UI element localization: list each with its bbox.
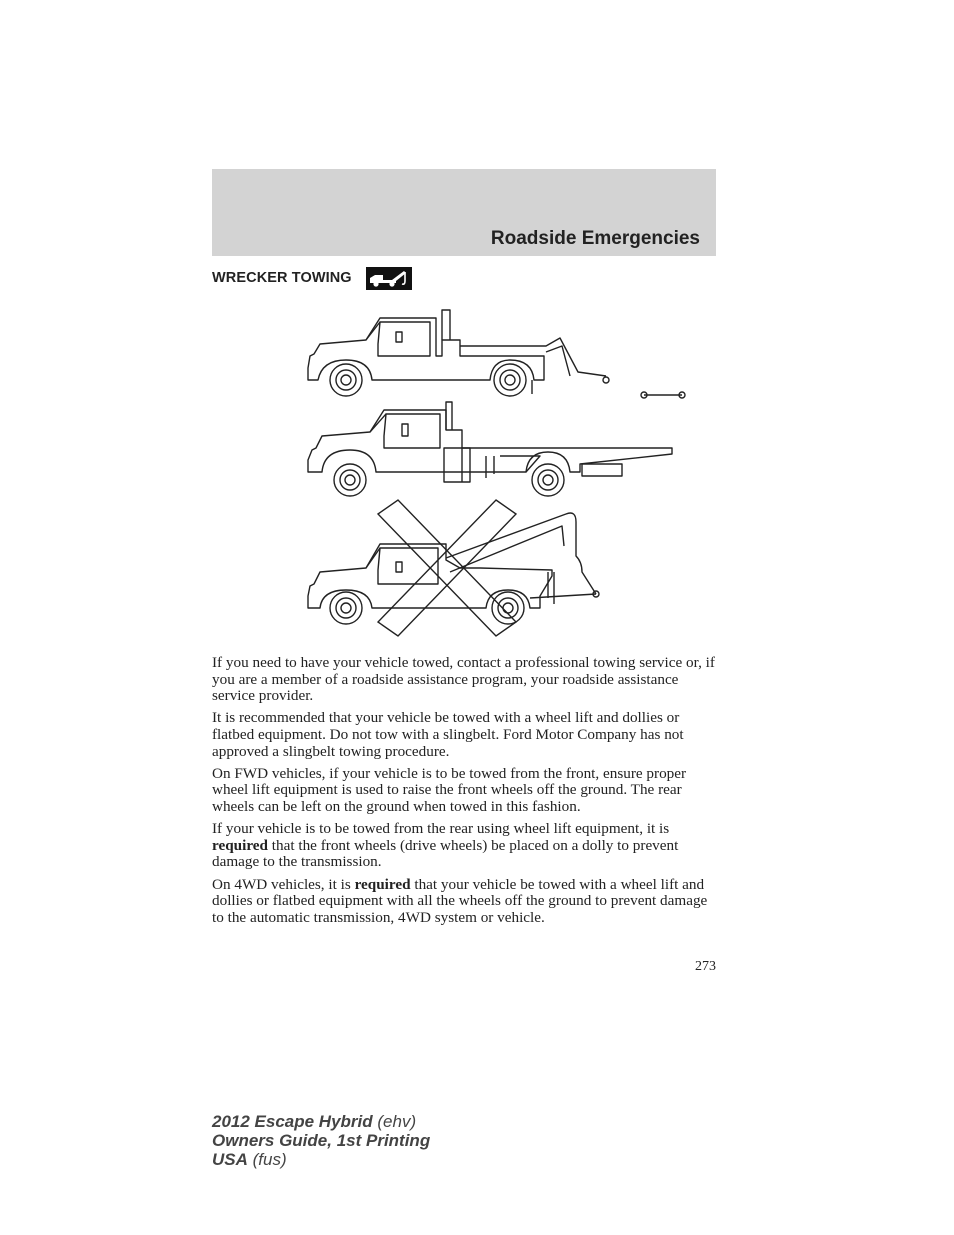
dolly-bar: [641, 392, 685, 398]
flatbed-truck: [308, 402, 672, 496]
slingbelt-truck: [308, 513, 599, 624]
towing-methods-illustration: [300, 300, 700, 640]
paragraph: If you need to have your vehicle towed, contact a professional towing service or, if you are a member of a roadside assistance program, your roadside assistance service provider.: [212, 654, 715, 705]
section-heading: WRECKER TOWING: [212, 270, 352, 286]
paragraph: It is recommended that your vehicle be towed with a wheel lift and dollies or flatbed equipment. Do not tow with a slingbelt. Ford Motor Company has not approved a slingbelt towing procedure.: [212, 709, 684, 760]
footer: [212, 1112, 430, 1169]
footer-line: Owners Guide, 1st Printing: [212, 1131, 431, 1150]
footer-line: 2012 Escape Hybrid (ehv): [212, 1112, 417, 1131]
wheel-lift-truck: [308, 310, 609, 396]
footer-line: USA (fus): [212, 1150, 287, 1169]
paragraph: If your vehicle is to be towed from the rear using wheel lift equipment, it is required that the front wheels (drive wheels) be placed on a dolly to prevent damage to the transmission.: [212, 820, 679, 871]
page-number: 273: [695, 959, 716, 974]
tow-truck-icon: [366, 267, 412, 290]
paragraph: On 4WD vehicles, it is required that your vehicle be towed with a wheel lift and dollies or flatbed equipment with all the wheels off the ground to prevent damage to the automatic transmission, 4WD system or vehicle.: [212, 875, 708, 926]
chapter-title: Roadside Emergencies: [490, 228, 700, 249]
body-text: [212, 655, 717, 932]
paragraph: On FWD vehicles, if your vehicle is to be towed from the front, ensure proper wheel lift equipment is used to raise the front wheels off the ground. The rear wheels can be left on the ground when towed in this fashion.: [212, 764, 687, 815]
header-band: [212, 169, 716, 256]
